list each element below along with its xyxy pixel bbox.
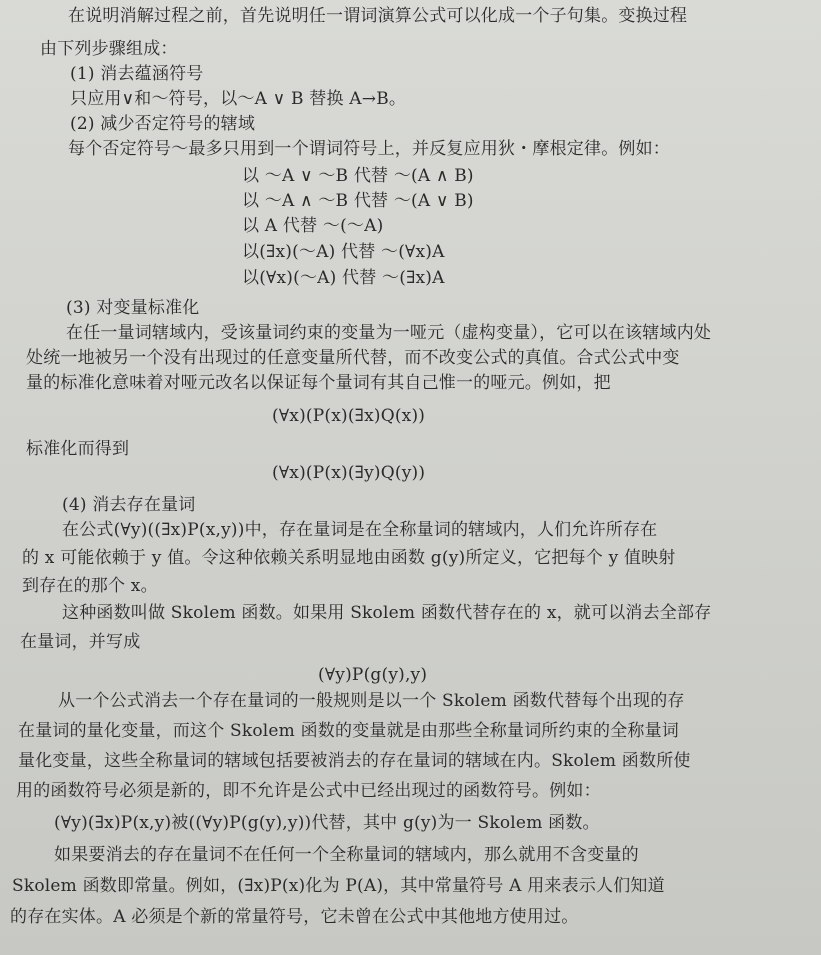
- text-line: 标准化而得到: [26, 439, 130, 459]
- text-line: 处统一地被另一个没有出现过的任意变量所代替，而不改变公式的真值。合式公式中变: [26, 348, 680, 368]
- text-line: 由下列步骤组成：: [40, 39, 178, 59]
- text-line: 每个否定符号～最多只用到一个谓词符号上，并反复应用狄・摩根定律。例如：: [68, 139, 670, 159]
- text-line: 的 x 可能依赖于 y 值。令这种依赖关系明显地由函数 g(y)所定义，它把每个 y 值映射: [22, 548, 676, 568]
- text-line: 从一个公式消去一个存在量词的一般规则是以一个 Skolem 函数代替每个出现的存: [58, 691, 685, 711]
- step-heading: (3) 对变量标准化: [66, 298, 200, 318]
- formula-line: 以(∃x)(～A) 代替 ～(∀x)A: [242, 242, 445, 262]
- text-line: 在量词的量化变量，而这个 Skolem 函数的变量就是由那些全称量词所约束的全称量词: [18, 721, 680, 741]
- text-line: 到存在的那个 x。: [22, 576, 158, 596]
- text-line: 在公式(∀y)((∃x)P(x,y))中，存在量词是在全称量词的辖域内，人们允许所存在: [62, 520, 658, 540]
- text-line: Skolem 函数即常量。例如，(∃x)P(x)化为 P(A)，其中常量符号 A 用来表示人们知道: [12, 876, 665, 896]
- formula-line: 以 ～A ∨ ～B 代替 ～(A ∧ B): [242, 166, 474, 186]
- formula-line: 以 ～A ∧ ～B 代替 ～(A ∨ B): [242, 191, 474, 211]
- text-line: 在任一量词辖域内，受该量词约束的变量为一哑元（虚构变量），它可以在该辖域内处: [66, 323, 712, 343]
- text-line: 这种函数叫做 Skolem 函数。如果用 Skolem 函数代替存在的 x，就可以消去全部存: [62, 603, 712, 623]
- text-line: 在量词，并写成: [20, 632, 141, 652]
- step-heading: (4) 消去存在量词: [62, 495, 196, 515]
- formula-line: (∀y)P(g(y),y): [318, 665, 428, 685]
- formula-line: 以 A 代替 ～(～A): [242, 216, 384, 236]
- text-line: 量化变量，这些全称量词的辖域包括要被消去的存在量词的辖域在内。Skolem 函数所使: [18, 751, 691, 771]
- text-line: 量的标准化意味着对哑元改名以保证每个量词有其自己惟一的哑元。例如，把: [26, 373, 611, 393]
- text-line: 只应用∨和～符号，以～A ∨ B 替换 A→B。: [70, 89, 407, 109]
- text-line: 用的函数符号必须是新的，即不允许是公式中已经出现过的函数符号。例如：: [16, 781, 601, 801]
- step-heading: (2) 减少否定符号的辖域: [70, 114, 256, 134]
- step-heading: (1) 消去蕴涵符号: [70, 64, 204, 84]
- formula-line: (∀y)(∃x)P(x,y)被((∀y)P(g(y),y))代替，其中 g(y)为一 Skolem 函数。: [54, 813, 600, 833]
- formula-line: (∀x)(P(x)(∃y)Q(y)): [272, 463, 426, 483]
- formula-line: (∀x)(P(x)(∃x)Q(x)): [272, 406, 426, 426]
- text-line: 在说明消解过程之前，首先说明任一谓词演算公式可以化成一个子句集。变换过程: [68, 6, 688, 26]
- formula-line: 以(∀x)(～A) 代替 ～(∃x)A: [242, 268, 445, 288]
- text-line: 的存在实体。A 必须是个新的常量符号，它未曾在公式中其他地方使用过。: [10, 907, 579, 927]
- text-line: 如果要消去的存在量词不在任何一个全称量词的辖域内，那么就用不含变量的: [54, 845, 639, 865]
